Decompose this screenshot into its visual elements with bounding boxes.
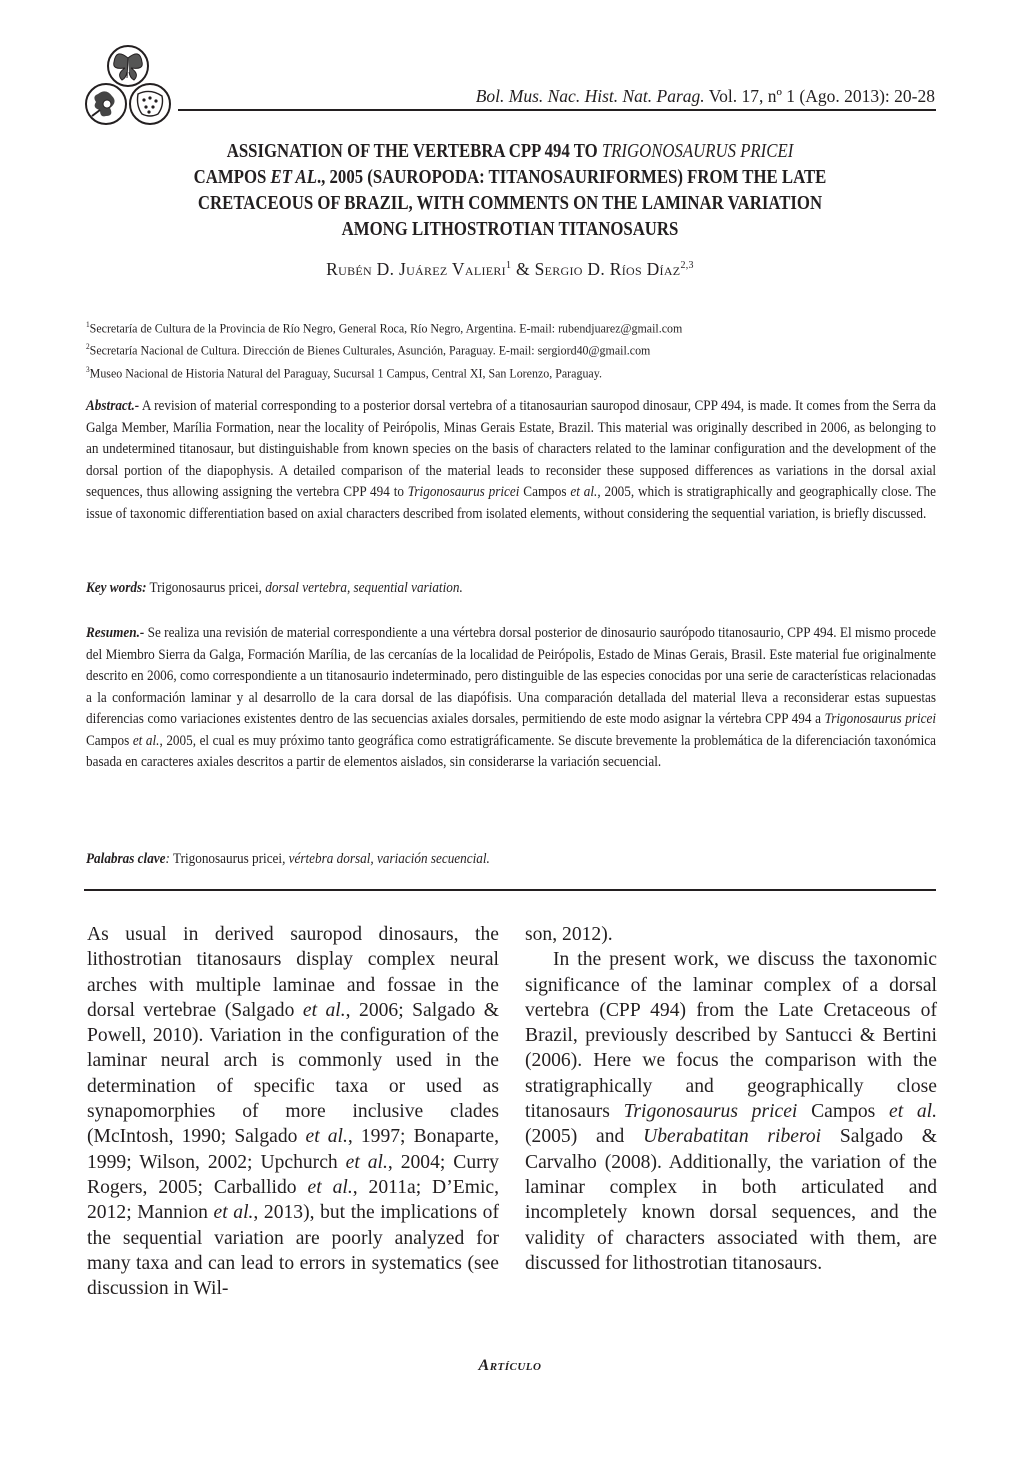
body-paragraph — [525, 947, 937, 1276]
et-al: et al. — [302, 999, 346, 1021]
affiliation-1 — [86, 315, 914, 337]
jaguar-icon — [130, 84, 170, 124]
body-text: (2005) and — [525, 1126, 644, 1148]
resumen-label: Resumen.- — [86, 625, 145, 641]
species-name: Trigonosaurus pricei — [824, 711, 937, 727]
author-2: Sergio D. Ríos Díaz — [534, 259, 681, 279]
affiliation-2 — [86, 337, 914, 359]
keyword-list: , vértebra dorsal, variación secuencial. — [282, 851, 490, 867]
affil-number: 1 — [86, 320, 90, 329]
palabras-colon: : — [165, 851, 170, 867]
resumen — [86, 623, 936, 774]
section-label-footer: Artículo — [478, 1357, 542, 1374]
title-line-2a: CAMPOS — [193, 167, 271, 188]
body-text: , 2013), but the implications of the sequential variation are poorly analyzed for many taxa and can lead to errors in systematics (see discussion in Wil- — [87, 1202, 499, 1300]
et-al: et al. — [213, 1202, 254, 1224]
body-text: Salgado & Carvalho (2008). Additionally, the variation of the laminar complex in both articulated and incompletely known dorsal sequences, and the validity of characters associated with them, are discussed for lithostrotian titanosaurs. — [525, 1126, 937, 1274]
species-name: Uberabatitan riberoi — [643, 1126, 822, 1148]
body-text: In the present work, we discuss the taxonomic significance of the laminar complex of a dorsal vertebra (CPP 494) from the Late Cretaceous of Brazil, previously described by Santucci & Bertini (2006). Here we focus the comparison with the stratigraphically and geographically close titanosaurs — [525, 949, 937, 1123]
title-line-4: AMONG LITHOSTROTIAN TITANOSAURS — [341, 219, 679, 240]
body-text: , 2006; Salgado & Powell, 2010). Variation in the configuration of the laminar neural arch is commonly used in the determination of specific taxa or used as synapomorphies of more inclusive clades (McIntosh, 1990; Salgado — [87, 999, 499, 1148]
body-text: As usual in derived sauropod dinosaurs, the lithostrotian titanosaurs display complex neural arches with multiple laminae and fossae in the dorsal vertebrae (Salgado — [87, 924, 499, 1021]
abstract-label: Abstract.- — [86, 398, 140, 414]
title-line-2c: ., 2005 (SAUROPODA: TITANOSAURIFORMES) FROM THE LATE — [316, 167, 827, 188]
species-name: Trigonosaurus pricei — [623, 1101, 798, 1123]
abstract-text: , 2005, which is stratigraphically and geographically close. The issue of taxonomic differentiation based on axial characters described from isolated elements, without considering the sequential variation, is briefly discussed. — [86, 484, 937, 522]
et-al: et al. — [307, 1176, 353, 1198]
et-al: et al. — [345, 1151, 388, 1173]
header-rule — [178, 109, 936, 111]
body-text: , 2011a; D’Emic, 2012; Mannion — [87, 1176, 499, 1224]
keyword-species: Trigonosaurus pricei — [169, 851, 283, 867]
affiliation-3 — [86, 360, 914, 382]
affiliations — [86, 315, 914, 382]
author-1: Rubén D. Juárez Valieri — [326, 259, 506, 279]
keywords — [86, 578, 936, 600]
affil-text: Secretaría Nacional de Cultura. Dirección de Bienes Culturales, Asunción, Paraguay. E-mail: sergiord40@gmail.com — [89, 342, 651, 358]
author-2-affil: 2,3 — [680, 260, 694, 272]
affil-number: 2 — [86, 342, 90, 352]
body-paragraph-continued: son, 2012). — [525, 924, 613, 945]
section-divider — [84, 889, 936, 891]
body-column-left — [87, 922, 499, 1301]
body-column-right — [525, 922, 937, 1276]
abstract-text: Campos — [519, 484, 571, 500]
species-name: Trigonosaurus pricei — [407, 484, 520, 500]
flower-icon — [86, 84, 126, 124]
body-text: , 2004; Curry Rogers, 2005; Carballido — [87, 1151, 499, 1198]
affil-text: Museo Nacional de Historia Natural del Paraguay, Sucursal 1 Campus, Central XI, San Lorenzo, Paraguay. — [89, 364, 602, 380]
body-text: Campos — [797, 1101, 889, 1123]
et-al: et al. — [305, 1126, 348, 1148]
title-species: TRIGONOSAURUS PRICEI — [601, 141, 794, 162]
title-line-3: CRETACEOUS OF BRAZIL, WITH COMMENTS ON THE LAMINAR VARIATION — [197, 193, 823, 214]
keywords-label: Key words: — [86, 580, 147, 596]
journal-citation — [476, 86, 935, 107]
journal-logo — [78, 44, 178, 128]
title-etal: ET AL — [270, 167, 317, 188]
palabras-clave — [86, 849, 936, 871]
abstract — [86, 396, 936, 525]
author-1-affil: 1 — [505, 260, 512, 272]
authors — [0, 259, 1020, 280]
et-al: et al. — [132, 732, 160, 749]
et-al: et al. — [889, 1101, 937, 1123]
abstract-text: A revision of material corresponding to a posterior dorsal vertebra of a titanosaurian sauropod dinosaur, CPP 494, is made. It comes from the Serra da Galga Member, Marília Formation, near the locality of Peirópolis, Minas Gerais Estate, Brazil. This material was originally described in 2006, as belonging to an undetermined titanosaur, but distinguishable from known species on the basis of characters related to the laminar configuration and the development of the dorsal portion of the diapophysis. A detailed comparison of the material leads to reconsider these supposed differences as variations in the dorsal axial sequences, thus allowing assigning the vertebra CPP 494 to — [86, 398, 937, 500]
et-al: et al. — [570, 484, 598, 500]
journal-volume: Vol. 17, nº 1 (Ago. 2013): 20-28 — [704, 86, 935, 106]
title-line-1: ASSIGNATION OF THE VERTEBRA CPP 494 TO — [226, 141, 602, 162]
body-text: , 1997; Bonaparte, 1999; Wilson, 2002; Upchurch — [87, 1126, 499, 1173]
resumen-text: , 2005, el cual es muy próximo tanto geográfica como estratigráficamente. Se discute brevemente la problemática de la diferenciación taxonómica basada en caracteres axiales descritos a partir de elementos aislados, sin considerarse la variación secuencial. — [86, 732, 937, 770]
resumen-text: Campos — [86, 732, 133, 749]
palabras-label: Palabras clave — [86, 851, 166, 867]
author-separator: & — [511, 259, 535, 279]
affil-number: 3 — [86, 364, 90, 374]
affil-text: Secretaría de Cultura de la Provincia de Río Negro, General Roca, Río Negro, Argentina. E-mail: rubendjuarez@gmail.com — [89, 320, 683, 336]
keyword-list: , dorsal vertebra, sequential variation. — [258, 580, 463, 596]
article-title — [144, 139, 877, 243]
resumen-text: Se realiza una revisión de material correspondiente a una vértebra dorsal posterior de dinosaurio saurópodo titanosaurio, CPP 494. El mismo procede del Miembro Sierra da Galga, Formación Marília, de las cercanías de la localidad de Peirópolis, Estado de Minas Gerais, Brasil. Este material fue originalmente descrito en 2006, como correspondiente a un titanosaurio indeterminado, pero distinguible de las especies conocidas por una serie de características relacionadas a la conformación laminar y al desarrollo de la cara dorsal de las diapófisis. Una comparación detallada del material lleva a reconsiderar estas supuestas diferencias como variaciones existentes dentro de las secuencias axiales dorsales, permitiendo de este modo asignar la vértebra CPP 494 a — [86, 625, 937, 727]
butterfly-icon — [108, 46, 148, 86]
keyword-species: Trigonosaurus pricei — [146, 580, 259, 596]
body-paragraph — [87, 922, 499, 1301]
journal-name: Bol. Mus. Nac. Hist. Nat. Parag. — [475, 86, 705, 106]
